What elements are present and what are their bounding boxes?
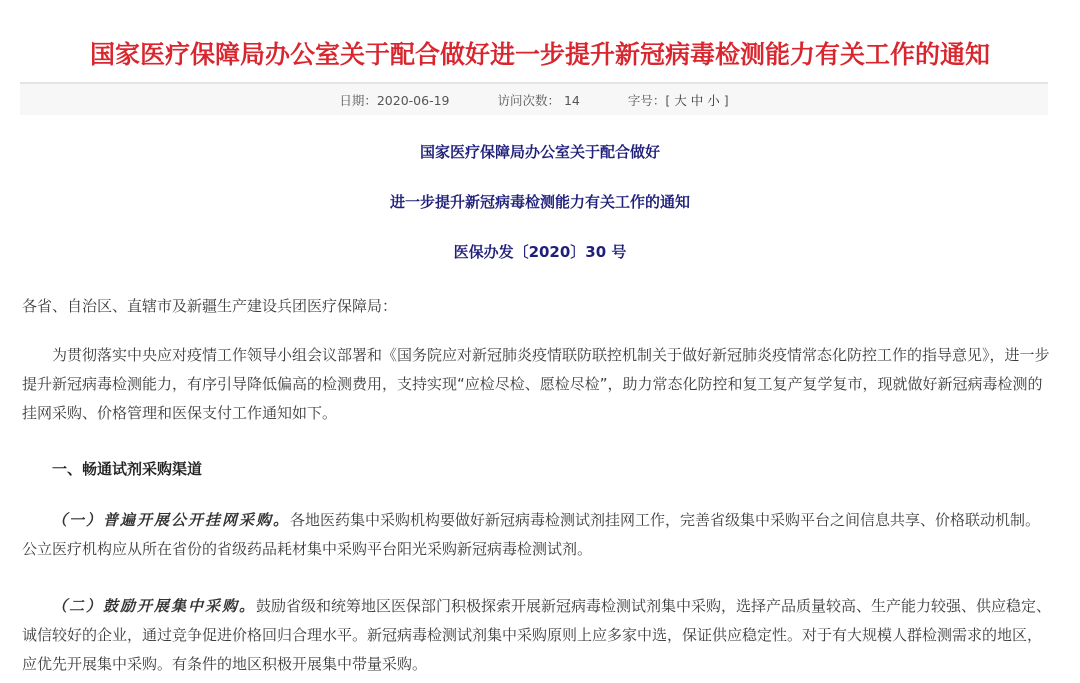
intro-paragraph: 为贯彻落实中央应对疫情工作领导小组会议部署和《国务院应对新冠肺炎疫情联防联控机制关于做好新冠肺炎疫情常态化防控工作的指导意见》，进一步提升新冠病毒检测能力，有序引导降低偏高的检测费用，支持实现“应检尽检、愿检尽检”，助力常态化防控和复工复产复学复市，现就做好新冠病毒检测的挂网采购、价格管理和医保支付工作通知如下。 (22, 346, 1050, 422)
page-title: 国家医疗保障局办公室关于配合做好进一步提升新冠病毒检测能力有关工作的通知 (89, 39, 990, 69)
visit-count: 访问次数： 14 (497, 92, 580, 108)
addressee: 各省、自治区、直辖市及新疆生产建设兵团医疗保障局： (22, 297, 398, 315)
font-size-selector (628, 91, 729, 109)
font-size-small-link[interactable]: 小 (707, 92, 720, 108)
item-2-paragraph (22, 592, 1052, 679)
item-2-body: 鼓励省级和统筹地区医保部门积极探索开展新冠病毒检测试剂集中采购，选择产品质量较高、生产能力较强、供应稳定、诚信较好的企业，通过竞争促进价格回归合理水平。新冠病毒检测试剂集中采购原则上应多家中选，保证供应稳定性。对于有大规模人群检测需求的地区，应优先开展集中采购。有条件的地区积极开展集中带量采购。 (22, 597, 1052, 673)
article-info-bar (20, 82, 1048, 115)
document-heading-line2: 进一步提升新冠病毒检测能力有关工作的通知 (389, 193, 690, 211)
font-size-large-link[interactable]: 大 (674, 92, 687, 108)
document-number: 医保办发〔2020〕30 号 (453, 243, 627, 261)
font-size-prefix: 字号：[ (627, 92, 671, 108)
item-2-heading: （二）鼓励开展集中采购。 (52, 597, 257, 615)
font-size-suffix: ] (723, 92, 729, 108)
section-1-title: 一、畅通试剂采购渠道 (52, 460, 203, 478)
item-1-paragraph (22, 506, 1052, 564)
font-size-medium-link[interactable]: 中 (690, 92, 704, 108)
item-1-heading: （一）普遍开展公开挂网采购。 (52, 511, 291, 529)
document-heading-line1: 国家医疗保障局办公室关于配合做好 (419, 143, 660, 161)
publish-date: 日期：2020-06-19 (339, 92, 450, 108)
item-1-body: 各地医药集中采购机构要做好新冠病毒检测试剂挂网工作，完善省级集中采购平台之间信息共享、价格联动机制。公立医疗机构应从所在省份的省级药品耗材集中采购平台阳光采购新冠病毒检测试剂。 (22, 511, 1041, 558)
